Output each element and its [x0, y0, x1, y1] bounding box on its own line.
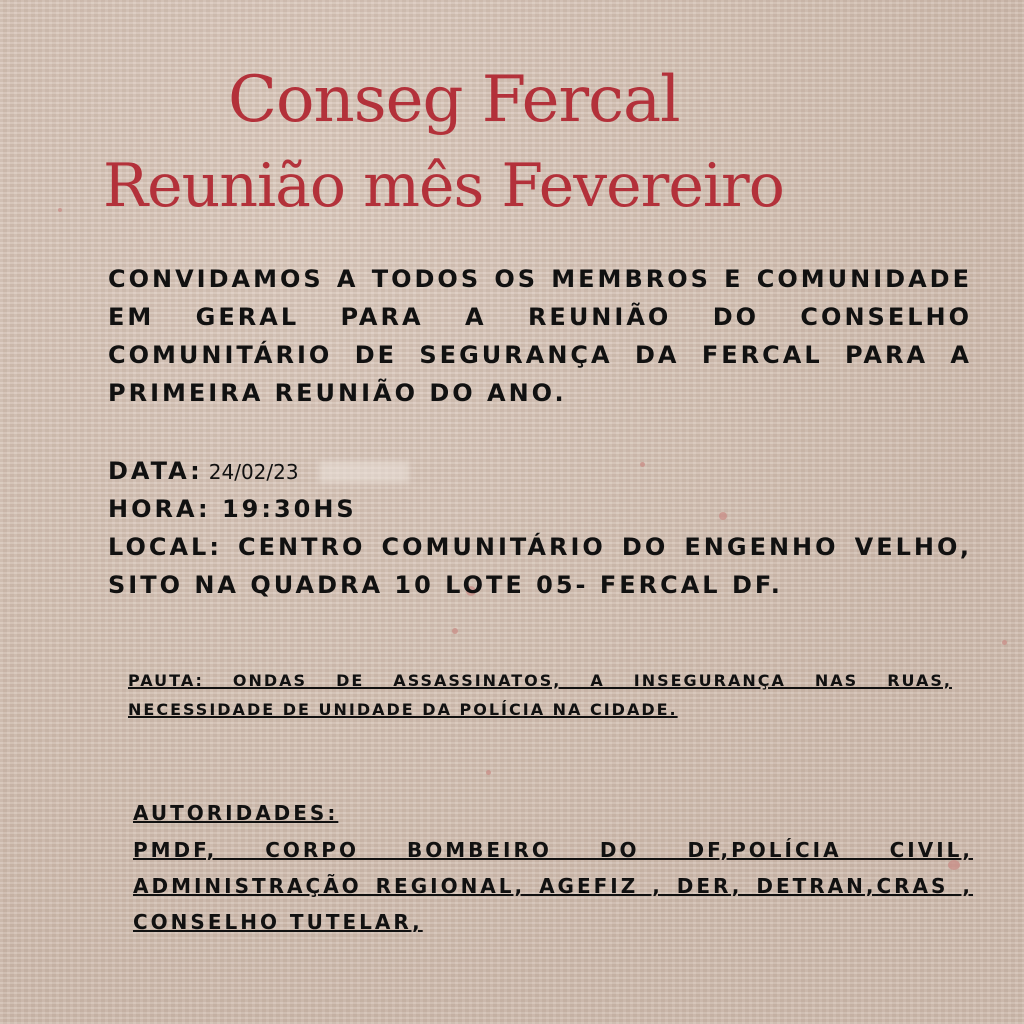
- paper-speck: [452, 628, 458, 634]
- date-line: [108, 452, 972, 491]
- paper-speck: [1002, 640, 1007, 645]
- invitation-text: CONVIDAMOS A TODOS OS MEMBROS E COMUNIDADE EM GERAL PARA A REUNIÃO DO CONSELHO COMUNITÁRIO DE SEGURANÇA DA FERCAL PARA A PRIMEIRA REUNIÃO DO ANO.: [108, 265, 972, 407]
- authorities-label: AUTORIDADES:: [133, 801, 339, 825]
- paper-speck: [58, 208, 62, 212]
- agenda-text: PAUTA: ONDAS DE ASSASSINATOS, A INSEGURANÇA NAS RUAS, NECESSIDADE DE UNIDADE DA POLÍCIA NA CIDADE.: [128, 671, 952, 719]
- blurred-region: [319, 461, 409, 483]
- title-line-1: Conseg Fercal: [228, 63, 680, 137]
- title-line-2: Reunião mês Fevereiro: [103, 151, 784, 221]
- time-line: HORA: 19:30HS: [108, 495, 357, 523]
- paper-speck: [486, 770, 491, 775]
- location-text: LOCAL: CENTRO COMUNITÁRIO DO ENGENHO VELHO, SITO NA QUADRA 10 LOTE 05- FERCAL DF.: [108, 533, 972, 599]
- date-label: DATA:: [108, 457, 203, 485]
- authorities-list: PMDF, CORPO BOMBEIRO DO DF,POLÍCIA CIVIL, ADMINISTRAÇÃO REGIONAL, AGEFIZ , DER, DETRAN,CRAS , CONSELHO TUTELAR,: [133, 838, 973, 934]
- date-value: 24/02/23: [208, 460, 299, 484]
